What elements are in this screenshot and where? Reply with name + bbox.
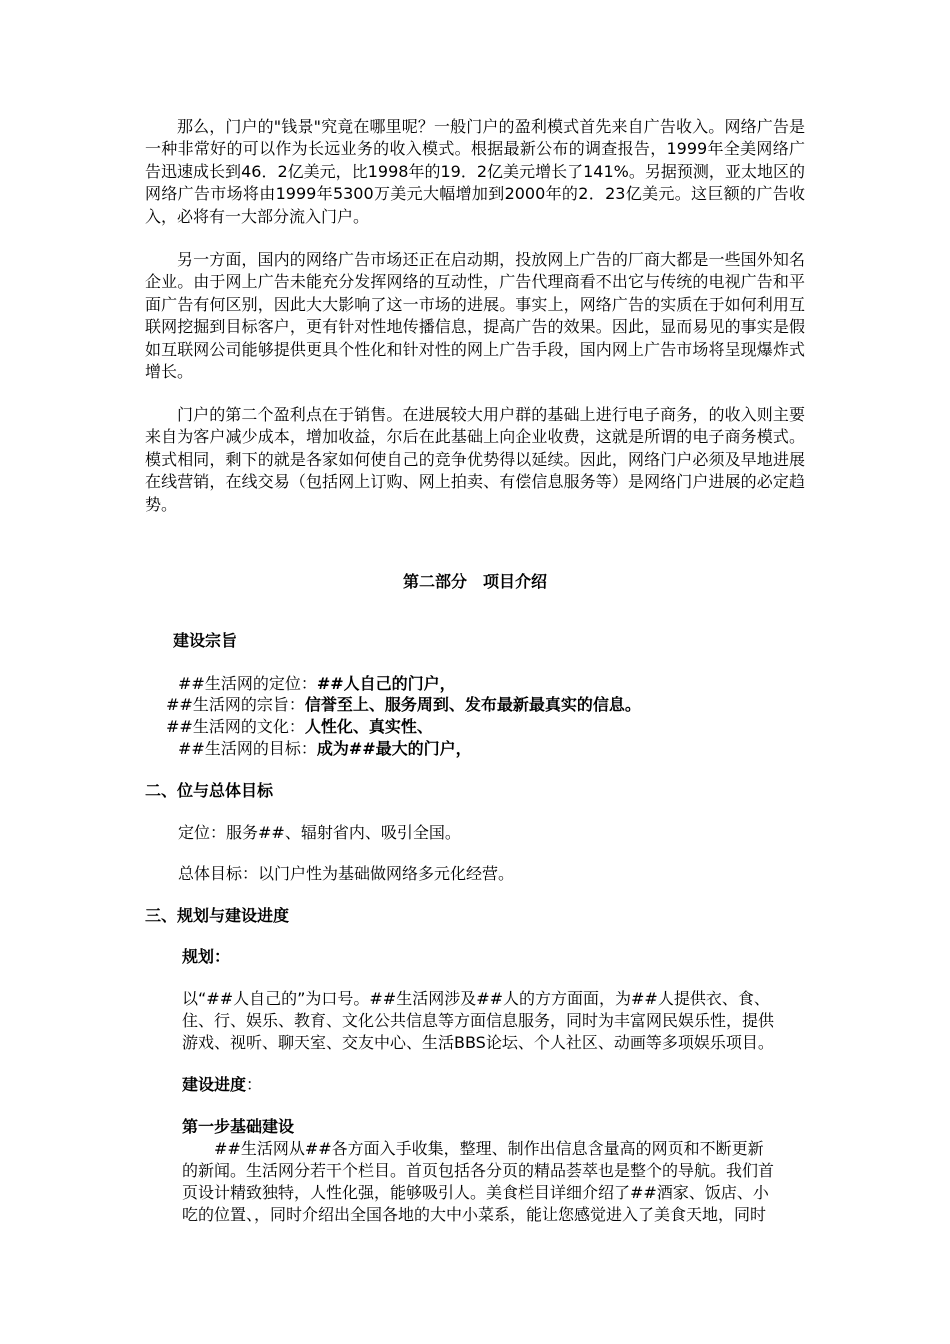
intro-paragraph-1: 那么，门户的"钱景"究竟在哪里呢？一般门户的盈利模式首先来自广告收入。网络广告是一种非常好的可以作为长远业务的收入模式。根据最新公布的调查报告，1999年全美网络广告迅速成长到46．2亿美元，比1998年的19．2亿美元增长了141%。另据预测，亚太地区的网络广告市场将由1999年5300万美元大幅增加到2000年的2．23亿美元。这巨额的广告收入，必将有一大部分流入门户。 [145, 117, 805, 226]
positioning-line-1 [178, 673, 456, 695]
positioning-line-3 [166, 716, 433, 738]
section-purpose-heading: 建设宗旨 [173, 631, 238, 650]
progress-heading [182, 1074, 262, 1096]
positioning-value: ##人自己的门户， [316, 674, 456, 693]
planning-line-2: 住、行、娱乐、教育、文化公共信息等方面信息服务，同时为丰富网民娱乐性，提供 [182, 1011, 775, 1030]
culture-value: 人性化、真实性、 [304, 717, 433, 736]
section2-heading: 二、位与总体目标 [145, 781, 274, 800]
purpose-label: ##生活网的宗旨： [166, 695, 305, 714]
positioning-label: ##生活网的定位： [178, 674, 317, 693]
positioning-line-2 [166, 694, 641, 716]
planning-line-1: 以“##人自己的”为口号。##生活网涉及##人的方方面面，为##人提供衣、食、 [182, 989, 770, 1008]
step1-line-2: 的新闻。生活网分若干个栏目。首页包括各分页的精品荟萃也是整个的导航。我们首 [182, 1161, 775, 1180]
planning-label: 规划： [182, 947, 231, 966]
progress-colon: ： [246, 1075, 263, 1094]
step1-line-3: 页设计精致独特，人性化强，能够吸引人。美食栏目详细介绍了##酒家、饭店、小 [182, 1183, 769, 1202]
section2-position: 定位：服务##、辐射省内、吸引全国。 [178, 823, 461, 842]
goal-value: 成为##最大的门户， [316, 739, 472, 758]
goal-label: ##生活网的目标： [178, 739, 317, 758]
culture-label: ##生活网的文化： [166, 717, 305, 736]
planning-line-3: 游戏、视听、聊天室、交友中心、生活BBS论坛、个人社区、动画等多项娱乐项目。 [182, 1033, 774, 1052]
part-title: 第二部分 项目介绍 [402, 572, 547, 591]
step1-heading: 第一步基础建设 [182, 1117, 295, 1136]
progress-label: 建设进度 [182, 1075, 247, 1094]
step1-line-1: ##生活网从##各方面入手收集，整理、制作出信息含量高的网页和不断更新 [182, 1139, 764, 1158]
positioning-line-4 [178, 738, 472, 760]
step1-line-4: 吃的位置、，同时介绍出全国各地的大中小菜系，能让您感觉进入了美食天地，同时 [182, 1205, 767, 1224]
section3-heading: 三、规划与建设进度 [145, 906, 290, 925]
intro-paragraph-2: 另一方面，国内的网络广告市场还正在启动期，投放网上广告的厂商大都是一些国外知名企业。由于网上广告未能充分发挥网络的互动性，广告代理商看不出它与传统的电视广告和平面广告有何区别，因此大大影响了这一市场的进展。事实上，网络广告的实质在于如何利用互联网挖掘到目标客户，更有针对性地传播信息，提高广告的效果。因此，显而易见的事实是假如互联网公司能够提供更具个性化和针对性的网上广告手段，国内网上广告市场将呈现爆炸式增长。 [145, 250, 805, 382]
section2-goal: 总体目标：以门户性为基础做网络多元化经营。 [178, 864, 515, 883]
intro-paragraph-3: 门户的第二个盈利点在于销售。在进展较大用户群的基础上进行电子商务，的收入则主要来自为客户减少成本，增加收益，尔后在此基础上向企业收费，这就是所谓的电子商务模式。模式相同，剩下的就是各家如何使自己的竞争优势得以延续。因此，网络门户必须及早地进展在线营销，在线交易（包括网上订购、网上拍卖、有偿信息服务等）是网络门户进展的必定趋势。 [145, 405, 805, 514]
purpose-value: 信誉至上、服务周到、发布最新最真实的信息。 [304, 695, 641, 714]
